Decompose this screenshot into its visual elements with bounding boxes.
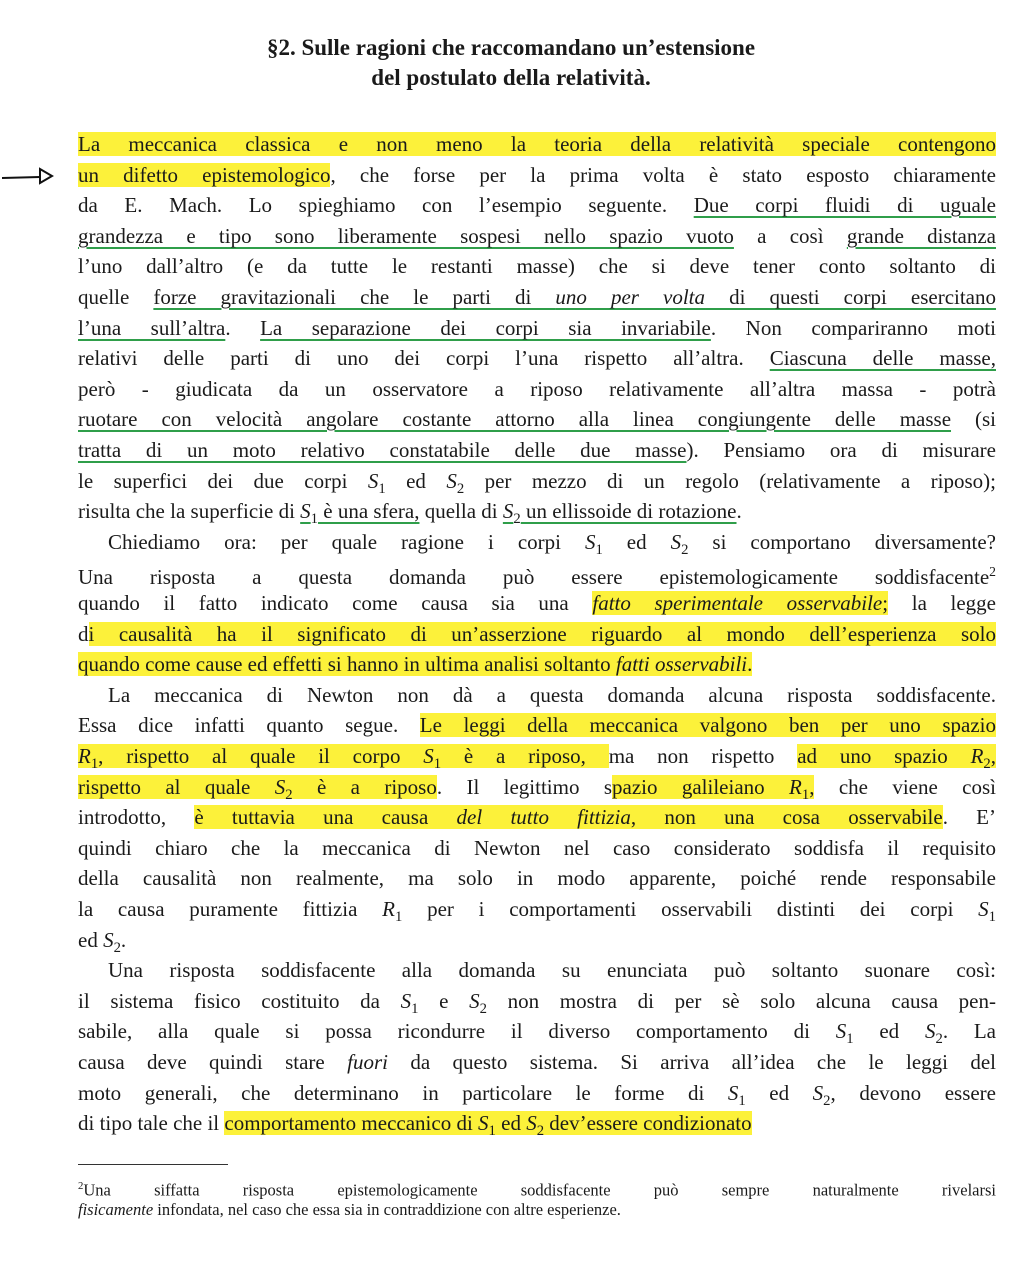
- text-line: la causa puramente fittizia $R_1$ per i comportamenti osservabili distinti dei corpi $S_1$: [78, 897, 996, 926]
- text-line: $R_1$, rispetto al quale il corpo $S_1$ è a riposo, ma non rispetto ad uno spazio $R_2$,: [78, 744, 996, 773]
- text-line: di causalità ha il significato di un’asserzione riguardo al mondo dell’esperienza solo: [78, 622, 996, 646]
- text-line: da E. Mach. Lo spieghiamo con l’esempio seguente. Due corpi fluidi di uguale: [78, 193, 996, 217]
- text-line: il sistema fisico costituito da $S_1$ e $S_2$ non mostra di per sè solo alcuna causa pen-: [78, 989, 996, 1018]
- text-line: le superfici dei due corpi $S_1$ ed $S_2$ per mezzo di un regolo (relativamente a riposo);: [78, 469, 996, 498]
- text-line: relativi delle parti di uno dei corpi l’una rispetto all’altra. Ciascuna delle masse,: [78, 346, 996, 370]
- text-line: causa deve quindi stare fuori da questo sistema. Si arriva all’idea che le leggi del: [78, 1050, 997, 1074]
- text-line: l’uno dall’altro (e da tutte le restanti masse) che si deve tener conto soltanto di: [78, 254, 996, 278]
- text-line: quando il fatto indicato come causa sia una fatto sperimentale osservabile; la legge: [78, 591, 996, 615]
- footnote-rule: [78, 1164, 228, 1165]
- section-title-line-1: §2. Sulle ragioni che raccomandano un’estensione: [266, 35, 756, 60]
- text-line: quelle forze gravitazionali che le parti di uno per volta di questi corpi esercitano: [78, 285, 997, 309]
- text-line: Chiediamo ora: per quale ragione i corpi $S_1$ ed $S_2$ si comportano diversamente?: [108, 530, 996, 559]
- text-line: quindi chiaro che la meccanica di Newton nel caso considerato soddisfa il requisito: [78, 836, 996, 860]
- text-line: Una risposta a questa domanda può essere epistemologicamente soddisfacente$^2$: [78, 564, 996, 589]
- text-line: moto generali, che determinano in particolare le forme di $S_1$ ed $S_2$, devono essere: [78, 1081, 996, 1110]
- section-title-line-2: del postulato della relatività.: [371, 65, 651, 90]
- text-line: La meccanica classica e non meno la teoria della relatività speciale contengono: [78, 132, 996, 156]
- text-line: La meccanica di Newton non dà a questa domanda alcuna risposta soddisfacente.: [108, 683, 996, 707]
- footnote-line-2: fisicamente infondata, nel caso che essa sia in contraddizione con altre esperienze.: [78, 1200, 621, 1219]
- text-line: sabile, alla quale si possa ricondurre il diverso comportamento di $S_1$ ed $S_2$. La: [78, 1019, 997, 1048]
- text-line: un difetto epistemologico, che forse per la prima volta è stato esposto chiaramente: [78, 163, 996, 187]
- text-line: tratta di un moto relativo constatabile delle due masse). Pensiamo ora di misurare: [78, 438, 996, 462]
- text-line: Essa dice infatti quanto segue. Le leggi della meccanica valgono ben per uno spazio: [78, 713, 996, 737]
- footnote-line-1: $^2$Una siffatta risposta epistemologicamente soddisfacente può sempre naturalmente rivelarsi: [78, 1180, 996, 1200]
- text-line: però - giudicata da un osservatore a riposo relativamente all’altra massa - potrà: [78, 377, 996, 401]
- text-line: risulta che la superficie di $S_1$ è una sfera, quella di $S_2$ un ellissoide di rotazione.: [78, 499, 742, 528]
- text-line: rispetto al quale $S_2$ è a riposo. Il legittimo spazio galileiano $R_1$, che viene così: [78, 775, 996, 804]
- text-line: di tipo tale che il comportamento meccanico di $S_1$ ed $S_2$ dev’essere condizionato: [78, 1111, 752, 1140]
- text-line: quando come cause ed effetti si hanno in ultima analisi soltanto fatti osservabili.: [78, 652, 753, 676]
- text-line: Una risposta soddisfacente alla domanda su enunciata può soltanto suonare così:: [108, 958, 996, 982]
- text-line: l’una sull’altra. La separazione dei corpi sia invariabile. Non compariranno moti: [78, 316, 996, 340]
- arrow-icon: [0, 164, 60, 188]
- text-line: introdotto, è tuttavia una causa del tutto fittizia, non una cosa osservabile. E’: [78, 805, 996, 829]
- text-line: grandezza e tipo sono liberamente sospesi nello spazio vuoto a così grande distanza: [78, 224, 996, 248]
- text-line: ruotare con velocità angolare costante attorno alla linea congiungente delle masse (si: [78, 407, 996, 431]
- text-line: ed $S_2$.: [78, 928, 127, 957]
- text-line: della causalità non realmente, ma solo in modo apparente, poiché rende responsabile: [78, 866, 996, 890]
